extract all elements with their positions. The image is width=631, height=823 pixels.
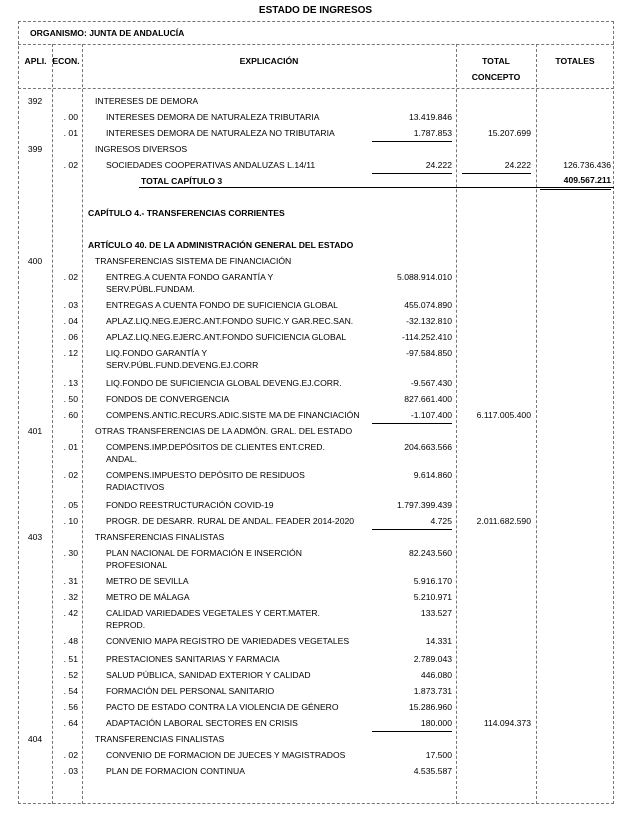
section-heading: CAPÍTULO 4.- TRANSFERENCIAS CORRIENTES: [88, 208, 285, 218]
cell-apli: 404: [27, 734, 43, 744]
cell-importe: -1.107.400: [372, 408, 452, 424]
table-row: [0, 668, 631, 683]
cell-importe: -32.132.810: [406, 316, 452, 326]
table-row: [0, 590, 631, 605]
table-row: [0, 392, 631, 407]
cell-explicacion: PRESTACIONES SANITARIAS Y FARMACIA: [106, 654, 280, 664]
cell-explicacion: [106, 271, 366, 295]
explicacion-line: SERV.PÚBL.FUND.DEVENG.EJ.CORR: [106, 360, 259, 370]
cell-econ: . 51: [63, 654, 78, 664]
cell-explicacion: INTERESES DE DEMORA: [95, 96, 199, 106]
cell-econ: . 52: [63, 670, 78, 680]
cell-importe: 133.527: [420, 608, 452, 618]
cell-explicacion: PACTO DE ESTADO CONTRA LA VIOLENCIA DE GÉNERO: [106, 702, 339, 712]
cell-explicacion: SOCIEDADES COOPERATIVAS ANDALUZAS L.14/11: [106, 160, 316, 170]
table-row: [0, 408, 631, 423]
cell-total-concepto: 114.094.373: [483, 718, 531, 728]
cell-econ: . 00: [63, 112, 78, 122]
cell-importe: 1.787.853: [372, 126, 452, 142]
cell-explicacion: METRO DE MÁLAGA: [106, 592, 190, 602]
table-row: [0, 684, 631, 699]
cell-importe: -114.252.410: [401, 332, 452, 342]
cell-econ: . 01: [63, 128, 78, 138]
cell-explicacion: [106, 607, 366, 631]
cell-total-concepto: 15.207.699: [487, 128, 531, 138]
cell-importe: 4.535.587: [413, 766, 452, 776]
cell-explicacion: TRANSFERENCIAS FINALISTAS: [95, 734, 225, 744]
cell-explicacion: APLAZ.LIQ.NEG.EJERC.ANT.FONDO SUFIC.Y GAR.REC.SAN.: [106, 316, 354, 326]
explicacion-line: RADIACTIVOS: [106, 482, 165, 492]
cell-importe: 82.243.560: [408, 548, 452, 558]
cell-importe: 180.000: [372, 716, 452, 732]
cell-econ: . 02: [63, 272, 78, 282]
cell-explicacion: COMPENS.ANTIC.RECURS.ADIC.SISTE MA DE FINANCIACIÓN: [106, 410, 360, 420]
table-row: [0, 574, 631, 589]
table-row: [0, 546, 631, 570]
cell-importe: 15.286.960: [408, 702, 452, 712]
cell-importe: 13.419.846: [408, 112, 452, 122]
cell-econ: . 12: [63, 348, 78, 358]
total-capitulo-label: TOTAL CAPÍTULO 3: [141, 176, 223, 186]
table-row: [0, 142, 631, 157]
cell-importe: 9.614.860: [413, 470, 452, 480]
table-row: [0, 238, 631, 253]
table-row: [0, 298, 631, 313]
table-row: [0, 94, 631, 109]
explicacion-line: ENTREG.A CUENTA FONDO GARANTÍA Y: [106, 272, 274, 282]
cell-econ: . 02: [63, 750, 78, 760]
table-row: [0, 716, 631, 731]
cell-importe: 455.074.890: [404, 300, 452, 310]
cell-importe: 827.661.400: [404, 394, 452, 404]
cell-importe: 5.916.170: [413, 576, 452, 586]
cell-explicacion: FONDOS DE CONVERGENCIA: [106, 394, 230, 404]
cell-econ: . 02: [63, 470, 78, 480]
cell-explicacion: INGRESOS DIVERSOS: [95, 144, 188, 154]
cell-econ: . 04: [63, 316, 78, 326]
cell-explicacion: TRANSFERENCIAS FINALISTAS: [95, 532, 225, 542]
header-total-concepto-line2: CONCEPTO: [471, 72, 521, 82]
cell-importe: -97.584.850: [406, 348, 452, 358]
organismo-label: ORGANISMO: JUNTA DE ANDALUCÍA: [30, 28, 185, 38]
explicacion-line: PLAN NACIONAL DE FORMACIÓN E INSERCIÓN: [106, 548, 302, 558]
cell-econ: . 50: [63, 394, 78, 404]
table-row: [0, 110, 631, 125]
header-totales: TOTALES: [555, 56, 595, 66]
cell-explicacion: FORMACIÓN DEL PERSONAL SANITARIO: [106, 686, 275, 696]
cell-importe: 2.789.043: [413, 654, 452, 664]
cell-explicacion: METRO DE SEVILLA: [106, 576, 189, 586]
explicacion-line: PROFESIONAL: [106, 560, 168, 570]
cell-econ: . 64: [63, 718, 78, 728]
cell-econ: . 10: [63, 516, 78, 526]
cell-importe: 204.663.566: [404, 442, 452, 452]
cell-econ: . 32: [63, 592, 78, 602]
explicacion-line: COMPENS.IMPUESTO DEPÓSITO DE RESIDUOS: [106, 470, 305, 480]
header-divider: [18, 44, 614, 45]
cell-explicacion: FONDO REESTRUCTURACIÓN COVID-19: [106, 500, 274, 510]
table-row: [0, 158, 631, 173]
cell-explicacion: CONVENIO DE FORMACION DE JUECES Y MAGISTRADOS: [106, 750, 346, 760]
cell-econ: . 03: [63, 766, 78, 776]
cell-explicacion: INTERESES DEMORA DE NATURALEZA TRIBUTARIA: [106, 112, 320, 122]
cell-apli: 399: [27, 144, 43, 154]
header-explicacion: EXPLICACIÓN: [239, 56, 299, 66]
cell-importe: 14.331: [425, 636, 452, 646]
table-row: [0, 732, 631, 747]
cell-explicacion: PLAN DE FORMACION CONTINUA: [106, 766, 245, 776]
cell-econ: . 05: [63, 500, 78, 510]
cell-explicacion: LIQ.FONDO DE SUFICIENCIA GLOBAL DEVENG.EJ.CORR.: [106, 378, 342, 388]
table-row: [0, 330, 631, 345]
cell-explicacion: [106, 441, 366, 465]
cell-explicacion: [106, 347, 366, 371]
cell-explicacion: CONVENIO MAPA REGISTRO DE VARIEDADES VEGETALES: [106, 636, 350, 646]
table-row: [0, 634, 631, 649]
table-row: [0, 254, 631, 269]
cell-econ: . 01: [63, 442, 78, 452]
table-row: [0, 764, 631, 779]
cell-importe: 17.500: [425, 750, 452, 760]
cell-apli: 401: [27, 426, 43, 436]
cell-econ: . 03: [63, 300, 78, 310]
cell-importe: 5.088.914.010: [397, 272, 452, 282]
table-row: [0, 440, 631, 464]
table-row: [0, 514, 631, 529]
cell-econ: . 13: [63, 378, 78, 388]
cell-econ: . 54: [63, 686, 78, 696]
cell-importe: 24.222: [372, 158, 452, 174]
cell-apli: 400: [27, 256, 43, 266]
explicacion-line: SERV.PÚBL.FUNDAM.: [106, 284, 195, 294]
cell-econ: . 48: [63, 636, 78, 646]
total-capitulo-rule: [139, 187, 614, 188]
cell-explicacion: [106, 547, 366, 571]
cell-importe: 446.080: [420, 670, 452, 680]
cell-explicacion: PROGR. DE DESARR. RURAL DE ANDAL. FEADER 2014-2020: [106, 516, 355, 526]
cell-totales: 126.736.436: [563, 160, 611, 170]
cell-explicacion: ADAPTACIÓN LABORAL SECTORES EN CRISIS: [106, 718, 298, 728]
cell-explicacion: TRANSFERENCIAS SISTEMA DE FINANCIACIÓN: [95, 256, 292, 266]
table-row: [0, 424, 631, 439]
header-total-concepto-line1: TOTAL: [482, 56, 510, 66]
table-row: [0, 468, 631, 492]
cell-explicacion: APLAZ.LIQ.NEG.EJERC.ANT.FONDO SUFICIENCIA GLOBAL: [106, 332, 347, 342]
header-apli: APLI.: [24, 56, 47, 66]
header-bottom-divider: [18, 88, 614, 89]
cell-total-concepto: 2.011.682.590: [476, 516, 531, 526]
explicacion-line: CALIDAD VARIEDADES VEGETALES Y CERT.MATER.: [106, 608, 320, 618]
cell-econ: . 42: [63, 608, 78, 618]
cell-econ: . 30: [63, 548, 78, 558]
table-row: [0, 530, 631, 545]
cell-econ: . 60: [63, 410, 78, 420]
explicacion-line: LIQ.FONDO GARANTÍA Y: [106, 348, 208, 358]
cell-importe: -9.567.430: [410, 378, 452, 388]
cell-explicacion: [106, 469, 366, 493]
cell-total-concepto: 6.117.005.400: [476, 410, 531, 420]
table-row: [0, 206, 631, 221]
cell-total-concepto: 24.222: [462, 158, 531, 174]
table-row: [0, 652, 631, 667]
cell-econ: . 56: [63, 702, 78, 712]
table-row: [0, 498, 631, 513]
table-row: [0, 346, 631, 370]
cell-econ: . 31: [63, 576, 78, 586]
section-heading: ARTÍCULO 40. DE LA ADMINISTRACIÓN GENERAL DEL ESTADO: [88, 240, 354, 250]
table-row: [0, 606, 631, 630]
cell-importe: 1.873.731: [413, 686, 452, 696]
cell-econ: . 06: [63, 332, 78, 342]
table-row: [0, 376, 631, 391]
cell-econ: . 02: [63, 160, 78, 170]
cell-apli: 403: [27, 532, 43, 542]
cell-importe: 1.797.399.439: [397, 500, 452, 510]
table-row: [0, 314, 631, 329]
cell-totales: 409.567.211: [540, 174, 611, 190]
cell-explicacion: ENTREGAS A CUENTA FONDO DE SUFICIENCIA GLOBAL: [106, 300, 338, 310]
cell-explicacion: SALUD PÚBLICA, SANIDAD EXTERIOR Y CALIDAD: [106, 670, 311, 680]
cell-apli: 392: [27, 96, 43, 106]
cell-explicacion: OTRAS TRANSFERENCIAS DE LA ADMÓN. GRAL. DEL ESTADO: [95, 426, 353, 436]
cell-explicacion: INTERESES DEMORA DE NATURALEZA NO TRIBUTARIA: [106, 128, 335, 138]
table-row: [0, 270, 631, 294]
cell-importe: 5.210.971: [413, 592, 452, 602]
table-row: [0, 126, 631, 141]
page-title: ESTADO DE INGRESOS: [258, 5, 373, 16]
explicacion-line: ANDAL.: [106, 454, 138, 464]
table-row: [0, 700, 631, 715]
cell-importe: 4.725: [372, 514, 452, 530]
explicacion-line: REPROD.: [106, 620, 146, 630]
table-row: [0, 748, 631, 763]
explicacion-line: COMPENS.IMP.DEPÓSITOS DE CLIENTES ENT.CRED.: [106, 442, 325, 452]
header-econ: ECON.: [52, 56, 80, 66]
